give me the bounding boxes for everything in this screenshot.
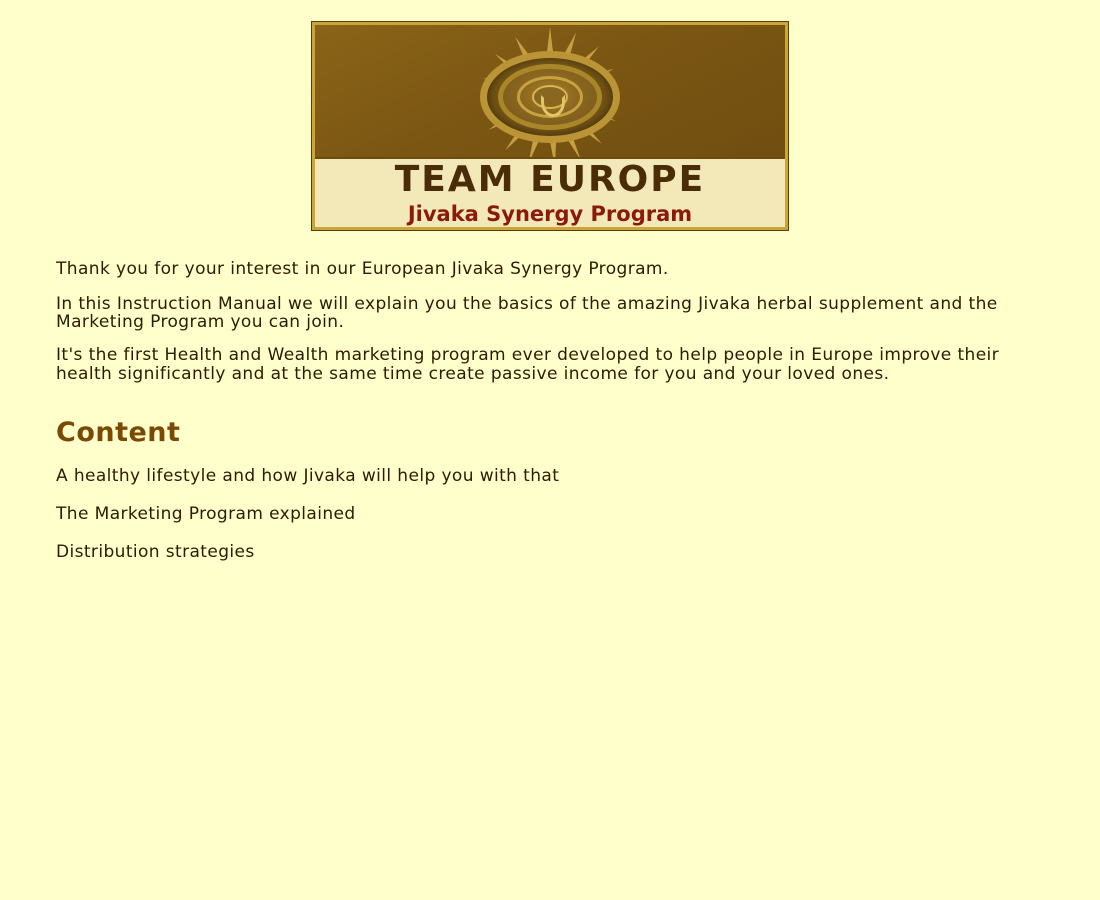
toc-item-1: A healthy lifestyle and how Jivaka will help you with that [56,466,560,487]
logo-banner [315,157,785,227]
sun-emblem-icon [315,25,785,170]
intro-paragraph-3: It's the first Health and Wealth marketing program ever developed to help people in Europe improve their health significantly and at the same time create passive income for you and your loved ones. [56,345,1000,384]
intro-paragraph-1: Thank you for your interest in our European Jivaka Synergy Program. [56,259,669,279]
document-body [56,260,1056,580]
toc-item-3: Distribution strategies [56,542,255,563]
logo-subtitle: Jivaka Synergy Program [407,201,693,226]
intro-paragraph-2: In this Instruction Manual we will explain you the basics of the amazing Jivaka herbal supplement and the Marketing Program you can join. [56,293,998,333]
logo-title: TEAM EUROPE [394,158,706,200]
content-heading: Content [56,417,181,449]
toc-item-2: The Marketing Program explained [56,504,356,525]
team-europe-logo [312,22,788,230]
